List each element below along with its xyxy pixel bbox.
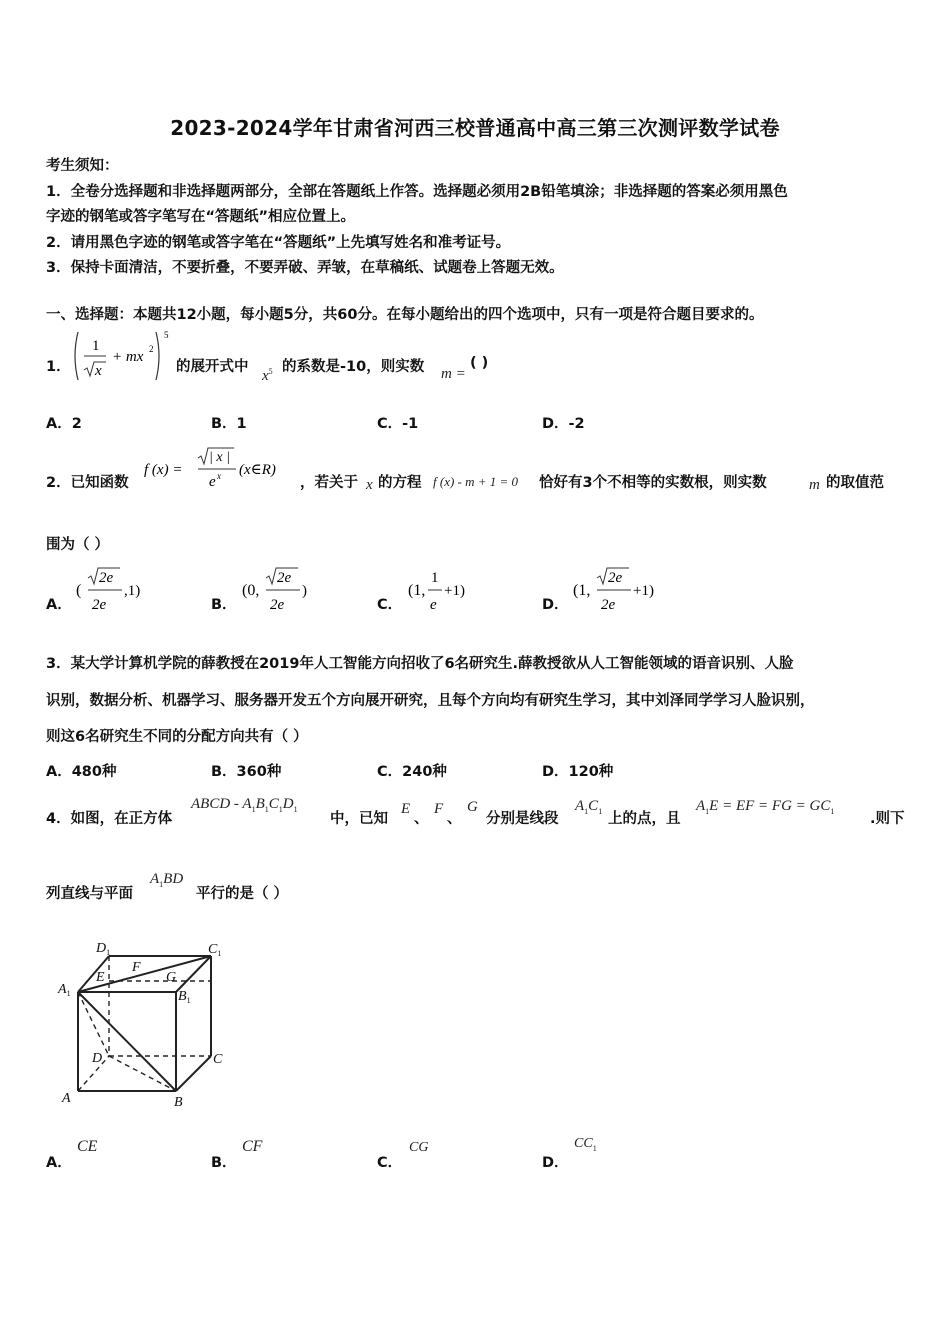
label-b1: $B_1$ — [178, 989, 191, 1005]
q2-equation: f (x) - m + 1 = 0 — [433, 474, 519, 489]
q1-sqrt-x: x — [95, 363, 102, 379]
q4-point-f: F — [434, 801, 444, 817]
q2-x-var: x — [366, 477, 373, 493]
q2-option-a-expression[interactable] — [74, 562, 154, 616]
q1-square: 2 — [149, 344, 154, 354]
q2-b-rest: ) — [302, 583, 307, 599]
q4-sep-1: 、 — [414, 811, 429, 827]
q2-c-denom: e — [430, 597, 437, 613]
q1-numerator-one: 1 — [92, 338, 100, 354]
label-b: B — [174, 1095, 183, 1110]
q1-binomial-expression — [70, 328, 172, 384]
q4-option-d-value[interactable]: $CC_1$ — [574, 1136, 597, 1153]
q2-a-rest: ,1) — [124, 583, 141, 599]
q2-domain: (x∈R) — [239, 462, 276, 478]
q4-point-e: E — [401, 801, 411, 817]
q2-m-var: m — [809, 477, 820, 493]
q3-line-2: 识别，数据分析、机器学习、服务器开发五个方向展开研究，且每个方向均有研究生学习，其中刘泽同学学习人脸识别， — [46, 693, 815, 709]
q1-m-equals: m = — [441, 366, 466, 382]
q3-option-b[interactable]: B．360种 — [211, 764, 282, 780]
q2-option-b-expression[interactable] — [240, 562, 320, 616]
q2-d-open: (1, — [573, 582, 591, 599]
q2-c-numer: 1 — [431, 570, 439, 586]
q4-text-line2a: 列直线与平面 — [46, 886, 133, 902]
q1-option-a[interactable]: A．2 — [46, 416, 82, 432]
q2-den-e: e — [209, 474, 216, 490]
q4-text-b: 中，已知 — [330, 811, 388, 827]
q1-number: 1． — [46, 359, 71, 375]
q2-d-denom: 2e — [601, 597, 616, 613]
q1-option-b[interactable]: B．1 — [211, 416, 247, 432]
q3-option-d[interactable]: D．120种 — [542, 764, 614, 780]
q2-text-c: 恰好有3个不相等的实数根，则实数 — [539, 475, 767, 491]
hidden-diag-a1d — [78, 992, 109, 1056]
q1-power: 5 — [164, 330, 169, 340]
q2-c-rest: +1) — [444, 583, 465, 599]
q4-sep-2: 、 — [447, 811, 462, 827]
q1-x-term: $x^5$ — [262, 367, 273, 384]
q2-option-d-letter[interactable]: D． — [542, 597, 569, 613]
q4-text-d: 上的点，且 — [608, 811, 681, 827]
q2-c-open: (1, — [408, 582, 426, 599]
cube-figure — [54, 936, 244, 1116]
q3-line-3: 则这6名研究生不同的分配方向共有（ ） — [46, 729, 308, 745]
notice-heading: 考生须知： — [46, 158, 119, 174]
q2-abs-x: | x | — [209, 450, 230, 465]
page-title: 2023-2024学年甘肃省河西三校普通高中高三第三次测评数学试卷 — [170, 116, 780, 140]
label-a: A — [62, 1091, 71, 1106]
q1-option-c[interactable]: C．-1 — [377, 416, 419, 432]
q4-option-a-letter[interactable]: A． — [46, 1155, 72, 1171]
q2-option-c-letter[interactable]: C． — [377, 597, 403, 613]
q1-option-d[interactable]: D．-2 — [542, 416, 585, 432]
q2-a-numer: 2e — [99, 570, 114, 586]
q2-option-d-expression[interactable] — [571, 562, 671, 616]
q4-segment: $A_1C_1$ — [575, 798, 603, 816]
q2-text-d: 的取值范 — [826, 475, 884, 491]
label-f: F — [132, 960, 141, 975]
q2-text-b: 的方程 — [378, 475, 422, 491]
q3-option-a[interactable]: A．480种 — [46, 764, 117, 780]
q2-a-open: ( — [76, 582, 82, 599]
q2-d-numer: 2e — [608, 570, 623, 586]
q4-text-line2b: 平行的是（ ） — [196, 886, 289, 902]
notice-line-3: 3．保持卡面清洁，不要折叠，不要弄破、弄皱，在草稿纸、试题卷上答题无效。 — [46, 260, 564, 276]
q2-text-line2: 围为（ ） — [46, 537, 110, 553]
q4-plane: $A_1BD$ — [150, 871, 184, 889]
q4-option-b-value[interactable]: CF — [242, 1138, 263, 1155]
label-d1: $D_1$ — [96, 941, 111, 957]
q2-d-rest: +1) — [633, 583, 654, 599]
q2-b-numer: 2e — [277, 570, 292, 586]
q4-text-c: 分别是线段 — [486, 811, 559, 827]
label-g: G — [166, 970, 177, 985]
q2-fx: f (x) = — [144, 462, 183, 478]
section-heading: 一、选择题：本题共12小题，每小题5分，共60分。在每小题给出的四个选项中，只有一项是符合题目要求的。 — [46, 307, 764, 323]
label-c1: $C_1$ — [208, 942, 222, 958]
q4-text-e: .则下 — [870, 811, 905, 827]
q4-option-c-letter[interactable]: C． — [377, 1155, 403, 1171]
q4-text-a: 4．如图，在正方体 — [46, 811, 173, 827]
edge-bc — [176, 1056, 211, 1091]
q4-point-g: G — [467, 799, 478, 815]
q4-option-c-value[interactable]: CG — [409, 1140, 429, 1155]
q1-text-b: 的系数是-10，则实数 — [282, 359, 425, 375]
q2-b-denom: 2e — [270, 597, 285, 613]
q2-text-intro: 2．已知函数 — [46, 475, 129, 491]
q2-a-denom: 2e — [92, 597, 107, 613]
notice-line-2: 2．请用黑色字迹的钢笔或答字笔在“答题纸”上先填写姓名和准考证号。 — [46, 235, 511, 251]
q1-x-exponent: 5 — [268, 367, 273, 376]
q4-option-b-letter[interactable]: B． — [211, 1155, 237, 1171]
q4-cube-name: ABCD - $A_1B_1C_1D_1$ — [191, 796, 298, 814]
q2-text-a: ，若关于 — [300, 475, 358, 491]
q2-option-c-expression[interactable] — [406, 562, 486, 616]
q1-text-a: 的展开式中 — [176, 359, 249, 375]
q2-option-b-letter[interactable]: B． — [211, 597, 237, 613]
q4-equal-segments: $A_1E$ = EF = FG = $GC_1$ — [696, 798, 835, 816]
q2-function-expression — [142, 442, 298, 494]
label-a1: $A_1$ — [58, 982, 71, 998]
q1-mx-term: + mx — [112, 349, 144, 365]
q2-option-a-letter[interactable]: A． — [46, 597, 72, 613]
q4-option-d-letter[interactable]: D． — [542, 1155, 569, 1171]
label-e: E — [96, 970, 105, 985]
q2-den-exp: x — [217, 471, 221, 481]
q3-option-c[interactable]: C．240种 — [377, 764, 447, 780]
notice-line-1a: 1．全卷分选择题和非选择题两部分，全部在答题纸上作答。选择题必须用2B铅笔填涂；非选择题的答案必须用黑色 — [46, 184, 788, 200]
notice-line-1b: 字迹的钢笔或答字笔写在“答题纸”相应位置上。 — [46, 209, 356, 225]
q2-b-open: (0, — [242, 582, 260, 599]
label-d: D — [92, 1051, 103, 1066]
label-c: C — [213, 1052, 223, 1067]
q4-option-a-value[interactable]: CE — [77, 1138, 98, 1155]
q1-answer-blank: ( ) — [470, 355, 489, 371]
hidden-diag-db — [109, 1056, 176, 1091]
q3-line-1: 3．某大学计算机学院的薛教授在2019年人工智能方向招收了6名研究生.薛教授欲从人工智能领域的语音识别、人脸 — [46, 656, 794, 672]
diag-a1b — [78, 992, 176, 1091]
